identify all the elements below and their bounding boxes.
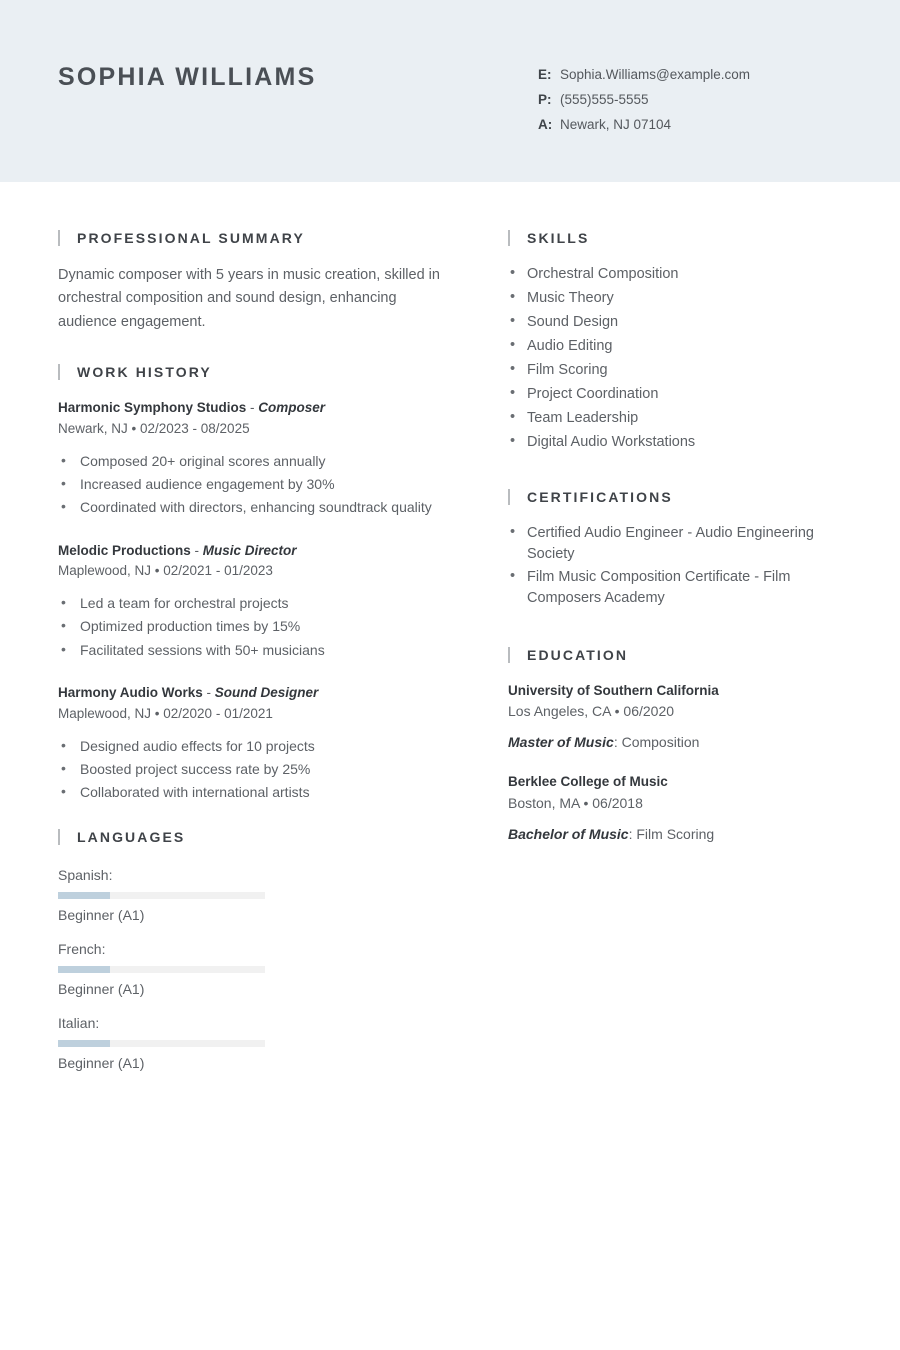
job-separator: -: [202, 685, 215, 701]
job-title-line: [58, 541, 456, 561]
list-item: • Facilitated sessions with 50+ musicians: [58, 640, 456, 661]
education-entry: [508, 772, 846, 844]
job-title-line: [58, 398, 456, 418]
list-item: • Digital Audio Workstations: [508, 432, 846, 453]
section-title-certifications: CERTIFICATIONS: [527, 489, 673, 506]
education-degree-field: : Composition: [613, 734, 700, 751]
list-item: • Music Theory: [508, 288, 846, 309]
list-item: • Project Coordination: [508, 384, 846, 405]
education-degree-line: [508, 732, 846, 753]
language-name: French:: [58, 941, 106, 958]
section-title-summary: PROFESSIONAL SUMMARY: [77, 230, 305, 246]
language-progress-fill: [58, 966, 110, 973]
section-title-education: EDUCATION: [527, 647, 629, 664]
section-title-languages: LANGUAGES: [77, 829, 186, 846]
contact-phone: (555)555-5555: [560, 92, 649, 108]
section-work-history: [58, 364, 456, 803]
work-entry: [58, 683, 456, 803]
language-item: [58, 865, 286, 926]
education-school: University of Southern California: [508, 683, 719, 699]
job-bullets: [58, 593, 456, 661]
list-item: • Led a team for orchestral projects: [58, 593, 456, 614]
language-name: Italian:: [58, 1015, 100, 1032]
language-item: [58, 1013, 286, 1074]
contact-block: [538, 62, 750, 142]
list-item: • Composed 20+ original scores annually: [58, 451, 456, 472]
language-progress-fill: [58, 892, 110, 899]
language-name: Spanish:: [58, 867, 113, 884]
list-item: • Audio Editing: [508, 336, 846, 357]
language-item: [58, 939, 286, 1000]
left-column: [58, 230, 498, 1117]
work-entry: [58, 398, 456, 518]
list-item: • Coordinated with directors, enhancing soundtrack quality: [58, 497, 456, 518]
language-level: Beginner (A1): [58, 981, 145, 998]
certifications-list: [508, 523, 846, 609]
language-grid: [58, 865, 456, 1087]
section-skills: [508, 230, 846, 453]
job-separator: -: [246, 400, 259, 416]
list-item: • Certified Audio Engineer - Audio Engineering Society: [508, 523, 846, 565]
job-bullets: [58, 736, 456, 804]
section-languages: [58, 829, 456, 1087]
contact-email: Sophia.Williams@example.com: [560, 67, 751, 82]
education-meta: Boston, MA • 06/2018: [508, 794, 643, 811]
job-company: Harmony Audio Works: [58, 685, 203, 701]
job-role: Sound Designer: [214, 685, 319, 701]
list-item: • Designed audio effects for 10 projects: [58, 736, 456, 757]
list-item: • Team Leadership: [508, 408, 846, 429]
list-item: • Orchestral Composition: [508, 264, 846, 285]
job-title-line: [58, 683, 456, 703]
section-certifications: [508, 489, 846, 609]
language-progress-track: [58, 892, 265, 899]
page-title: SOPHIA WILLIAMS: [58, 63, 317, 91]
list-item: • Collaborated with international artists: [58, 782, 456, 803]
resume-body: [0, 182, 900, 1117]
accent-bar-icon: [508, 647, 510, 663]
job-meta: Newark, NJ • 02/2023 - 08/2025: [58, 421, 250, 437]
right-column: [498, 230, 846, 875]
job-role: Composer: [258, 400, 326, 416]
contact-row-email: [538, 66, 750, 84]
summary-text: Dynamic composer with 5 years in music creation, skilled in orchestral composition and sound design, enhancing audience engagement.: [58, 267, 440, 330]
email-icon: E:: [538, 67, 552, 82]
skills-list: [508, 264, 846, 453]
education-school: Berklee College of Music: [508, 774, 668, 790]
section-professional-summary: [58, 230, 456, 334]
list-item: • Film Music Composition Certificate - Film Composers Academy: [508, 567, 846, 609]
accent-bar-icon: [58, 829, 60, 845]
work-entry: [58, 541, 456, 661]
education-meta: Los Angeles, CA • 06/2020: [508, 703, 675, 720]
section-header: [508, 489, 846, 505]
list-item: • Increased audience engagement by 30%: [58, 474, 456, 495]
contact-row-address: [538, 116, 750, 134]
contact-row-phone: [538, 91, 750, 109]
job-company: Melodic Productions: [58, 542, 191, 558]
job-meta: Maplewood, NJ • 02/2021 - 01/2023: [58, 563, 273, 579]
list-item: • Boosted project success rate by 25%: [58, 759, 456, 780]
section-header: [58, 829, 456, 845]
education-degree: Master of Music: [508, 734, 614, 751]
accent-bar-icon: [58, 230, 60, 246]
job-company: Harmonic Symphony Studios: [58, 400, 247, 416]
education-degree-line: [508, 824, 846, 845]
education-degree-field: : Film Scoring: [628, 825, 715, 842]
section-education: [508, 647, 846, 845]
resume-header: [0, 0, 900, 182]
education-entry: [508, 681, 846, 753]
language-progress-fill: [58, 1040, 110, 1047]
job-bullets: [58, 451, 456, 519]
section-header: [58, 230, 456, 246]
section-header: [508, 230, 846, 246]
list-item: • Film Scoring: [508, 360, 846, 381]
accent-bar-icon: [508, 230, 510, 246]
language-level: Beginner (A1): [58, 907, 145, 924]
job-meta: Maplewood, NJ • 02/2020 - 01/2021: [58, 705, 273, 721]
section-title-skills: SKILLS: [527, 230, 590, 246]
job-role: Music Director: [202, 542, 297, 558]
list-item: • Optimized production times by 15%: [58, 616, 456, 637]
section-title-work-history: WORK HISTORY: [77, 364, 212, 381]
address-icon: A:: [538, 117, 553, 133]
education-degree: Bachelor of Music: [508, 825, 629, 842]
accent-bar-icon: [58, 364, 60, 380]
language-level: Beginner (A1): [58, 1055, 145, 1072]
section-header: [508, 647, 846, 663]
section-header: [58, 364, 456, 380]
phone-icon: P:: [538, 92, 552, 108]
language-progress-track: [58, 1040, 265, 1047]
job-separator: -: [190, 542, 203, 558]
list-item: • Sound Design: [508, 312, 846, 333]
contact-address: Newark, NJ 07104: [560, 117, 672, 133]
accent-bar-icon: [508, 489, 510, 505]
language-progress-track: [58, 966, 265, 973]
